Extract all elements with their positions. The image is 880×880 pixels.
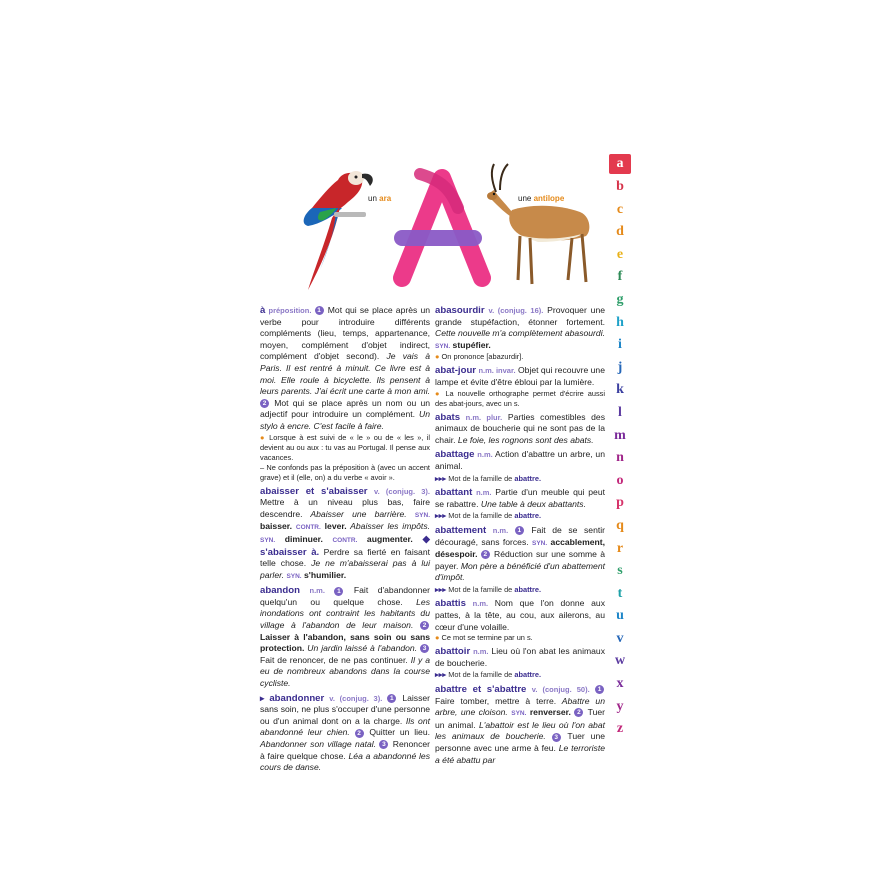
alphabet-letter-m[interactable]: m [614, 427, 626, 443]
arrows-icon: ▸▸▸ [435, 511, 447, 521]
alphabet-letter-r[interactable]: r [616, 540, 624, 556]
entry-abattant: abattant n.m. Partie d'un meuble qui peut se rabattre. Une table à deux abattants. ▸▸▸ Mot de la famille de abattre. [435, 487, 606, 521]
hero-artwork [290, 150, 610, 300]
entry-abattoir: abattoir n.m. Lieu où l'on abat les animaux de boucherie. ▸▸▸ Mot de la famille de abattre. [435, 646, 606, 680]
hero-illustration [290, 150, 610, 300]
alphabet-letter-f[interactable]: f [617, 269, 623, 285]
alphabet-letter-z[interactable]: z [616, 721, 624, 737]
alphabet-letter-y[interactable]: y [616, 698, 624, 714]
alphabet-letter-t[interactable]: t [617, 585, 623, 601]
alphabet-letter-c[interactable]: c [616, 201, 624, 217]
entry-abats: abats n.m. plur. Parties comestibles des animaux de boucherie qui ne sont pas de la chair. Le foie, les rognons sont des abats. [435, 411, 606, 445]
alphabet-letter-l[interactable]: l [618, 404, 622, 420]
bullet-icon: ● [435, 352, 440, 362]
entry-abandon: abandon n.m. 1 Fait d'abandonner quelqu'un ou quelque chose. Les inondations ont contraint les habitants du village à l'abandon de leur maison. 2 Laisser à l'abandon, sans soin ou sans protection. Un jardin laissé à l'abandon. 3 Fait de renoncer, de ne pas continuer. Il y a eu de nombreux abandons dans la course cycliste. [260, 585, 431, 689]
arrows-icon: ▸▸▸ [435, 584, 447, 594]
entry-abasourdir: abasourdir v. (conjug. 16). Provoquer une grande stupéfaction, étonner fortement. Cette nouvelle m'a complètement abasourdi. SYN. stupéfier. ● On prononce [abazurdir]. [435, 305, 606, 362]
alphabet-index [609, 154, 631, 741]
remark: – Ne confonds pas la préposition à (avec un accent grave) et il (elle, on) a du verbe « avoir ». [260, 462, 430, 482]
entry-abaisser: abaisser et s'abaisser v. (conjug. 3). Mettre à un niveau plus bas, faire descendre. Abaisser une barrière. SYN. baisser. CONTR. lever. Abaisser les impôts. SYN. diminuer. CONTR. augmenter. ◆ s'abaisser à. Perdre sa fierté en faisant telle chose. Je ne m'abaisserai pas à lui parler. SYN. s'humilier. [260, 485, 431, 580]
entry-abattement: abattement n.m. 1 Fait de se sentir découragé, sans forces. SYN. accablement, désespoir. 2 Réduction sur une somme à payer. Mon père a bénéficié d'un abattement d'impôt. ▸▸▸ Mot de la famille de abattre. [435, 524, 606, 594]
alphabet-letter-j[interactable]: j [617, 359, 623, 375]
entry-a: à préposition. 1 Mot qui se place après un verbe pour introduire différents compléments (lieu, temps, appartenance, moyen, complément d'objet indirect, complément d'objet second). Je vais à Paris. Il est rentré à minuit. Ce livre est à moi. Elle roule à bicyclette. Ils pensent à leurs parents. J'ai écrit une carte à mon ami. 2 Mot qui se place après un nom ou un adjectif pour introduire un complément. Un stylo à encre. C'est facile à faire. ● Lorsque à est suivi de « le » ou de « les », il devient au ou aux : tu vas au Portugal. Il pense aux vacances. – Ne confonds pas la préposition à (avec un accent grave) et il (elle, on) a du verbe « avoir ». [260, 305, 431, 482]
bullet-icon: ● [260, 432, 266, 442]
bullet-icon: ● [435, 388, 442, 398]
alphabet-letter-s[interactable]: s [617, 563, 623, 579]
entry-abandonner: ▸ abandonner v. (conjug. 3). 1 Laisser sans soin, ne plus s'occuper d'une personne ou d'un animal dont on a la charge. Ils ont abandonné leur chien. 2 Quitter un lieu. Abandonner son village natal. 3 Renoncer à faire quelque chose. Léa a abandonné les cours de danse. [260, 692, 431, 773]
sense-2-marker: 2 [260, 399, 269, 408]
entry-abattis: abattis n.m. Nom que l'on donne aux pattes, à la tête, au cou, aux ailerons, au cœur d'une volaille. ● Ce mot se termine par un s. [435, 598, 605, 643]
sense-1-marker: 1 [315, 306, 324, 315]
alphabet-letter-h[interactable]: h [616, 314, 624, 330]
antelope-caption: une antilope [518, 194, 565, 203]
alphabet-letter-k[interactable]: k [616, 382, 624, 398]
entry-abattage: abattage n.m. Action d'abattre un arbre, un animal. ▸▸▸ Mot de la famille de abattre. [435, 449, 605, 483]
alphabet-letter-v[interactable]: v [616, 630, 624, 646]
alphabet-letter-e[interactable]: e [616, 246, 624, 262]
alphabet-letter-u[interactable]: u [616, 608, 624, 624]
alphabet-letter-i[interactable]: i [618, 337, 622, 353]
alphabet-letter-x[interactable]: x [616, 676, 624, 692]
arrow-icon: ▸ [260, 692, 265, 703]
entry-abattre: abattre et s'abattre v. (conjug. 50). 1 Faire tomber, mettre à terre. Abattre un arbre, une cloison. SYN. renverser. 2 Tuer un animal. L'abattoir est le lieu où l'on abat les animaux de boucherie. 3 Tuer une personne avec une arme à feu. Le terroriste a été abattu par [435, 684, 606, 765]
alphabet-letter-q[interactable]: q [616, 517, 624, 533]
big-letter-a [394, 174, 482, 278]
arrows-icon: ▸▸▸ [435, 473, 447, 483]
column-right [435, 305, 605, 769]
arrows-icon: ▸▸▸ [435, 670, 447, 680]
alphabet-letter-w[interactable]: w [614, 653, 626, 669]
antelope-image [487, 164, 589, 284]
alphabet-letter-o[interactable]: o [616, 472, 624, 488]
remark: ● Lorsque à est suivi de « le » ou de « les », il devient au ou aux : tu vas au Portugal. Il pense aux vacances. [260, 432, 431, 462]
alphabet-letter-g[interactable]: g [616, 291, 624, 307]
alphabet-letter-n[interactable]: n [616, 450, 624, 466]
alphabet-letter-d[interactable]: d [616, 224, 624, 240]
column-left [260, 305, 430, 777]
alphabet-letter-p[interactable]: p [616, 495, 624, 511]
bullet-icon: ● [435, 633, 440, 643]
parrot-image [304, 171, 373, 290]
alphabet-letter-b[interactable]: b [616, 179, 624, 194]
entry-abat-jour: abat-jour n.m. invar. Objet qui recouvre une lampe et évite d'être ébloui par la lumière. ● La nouvelle orthographe permet d'écrire aussi des abat-jours, avec un s. [435, 365, 605, 408]
parrot-caption: un ara [368, 194, 392, 203]
alphabet-letter-a[interactable]: a [609, 154, 631, 174]
